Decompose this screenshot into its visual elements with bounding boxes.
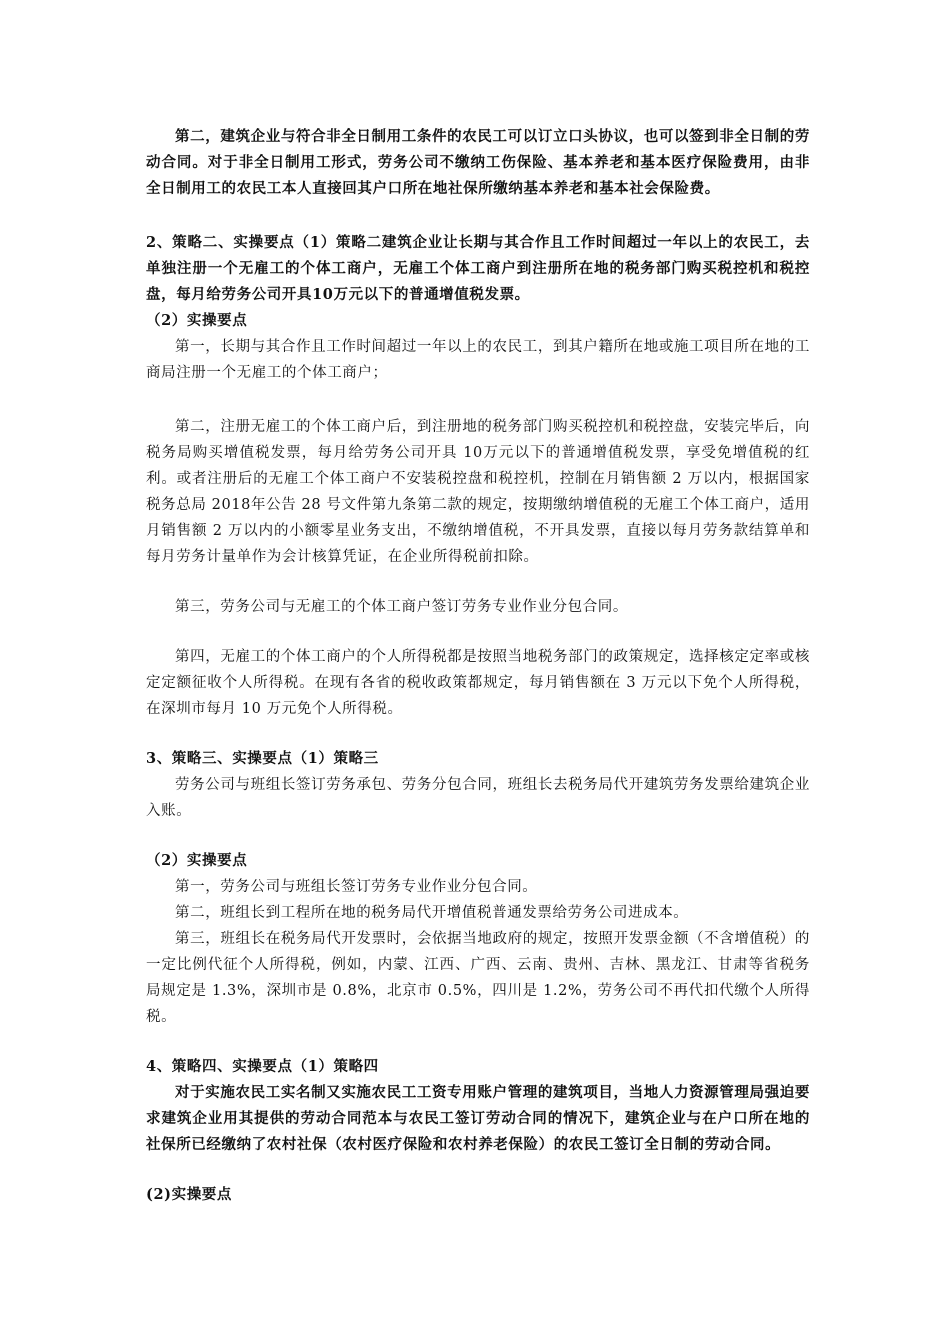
subheading-strategy4-key-points: (2)实操要点 — [146, 1186, 233, 1203]
subheading-strategy3-key-points: （2）实操要点 — [146, 852, 248, 869]
paragraph-strategy1-second: 第二，建筑企业与符合非全日制用工条件的农民工可以订立口头协议，也可以签到非全日制的劳动合同。对于非全日制用工形式，劳务公司不缴纳工伤保险、基本养老和基本医疗保险费用，由非全日制用工的农民工本人直接回其户口所在地社保所缴纳基本养老和基本社会保险费。 — [146, 128, 810, 197]
paragraph-strategy2-fourth: 第四，无雇工的个体工商户的个人所得税都是按照当地税务部门的政策规定，选择核定定率或核定定额征收个人所得税。在现有各省的税收政策都规定，每月销售额在 3 万元以下免个人所得税，在深圳市每月 10 万元免个人所得税。 — [146, 649, 810, 717]
paragraph-strategy2-second: 第二，注册无雇工的个体工商户后，到注册地的税务部门购买税控机和税控盘，安装完毕后，向税务局购买增值税发票，每月给劳务公司开具 10万元以下的普通增值税发票，享受免增值税的红利。或者注册后的无雇工个体工商户不安装税控盘和税控机，控制在月销售额 2 万以内，根据国家税务总局 2018年公告 28 号文件第九条第二款的规定，按期缴纳增值税的无雇工个体工商户，适用月销售额 2 万以内的小额零星业务支出，不缴纳增值税，不开具发票，直接以每月劳务款结算单和每月劳务计量单作为会计核算凭证，在企业所得税前扣除。 — [146, 419, 810, 565]
document-body — [146, 124, 810, 1208]
heading-strategy2: 2、策略二、实操要点（1）策略二建筑企业让长期与其合作且工作时间超过一年以上的农民工，去单独注册一个无雇工的个体工商户，无雇工个体工商户到注册所在地的税务部门购买税控机和税控盘，每月给劳务公司开具10万元以下的普通增值税发票。 — [146, 234, 810, 303]
heading-strategy4: 4、策略四、实操要点（1）策略四 — [146, 1058, 379, 1075]
paragraph-strategy2-third: 第三，劳务公司与无雇工的个体工商户签订劳务专业作业分包合同。 — [175, 599, 628, 615]
paragraph-strategy3-second: 第二，班组长到工程所在地的税务局代开增值税普通发票给劳务公司进成本。 — [175, 905, 689, 921]
subheading-strategy2-key-points: （2）实操要点 — [146, 312, 248, 329]
paragraph-strategy3-first: 第一，劳务公司与班组长签订劳务专业作业分包合同。 — [175, 879, 538, 895]
paragraph-strategy2-first: 第一，长期与其合作且工作时间超过一年以上的农民工，到其户籍所在地或施工项目所在地的工商局注册一个无雇工的个体工商户； — [146, 339, 810, 381]
heading-strategy3: 3、策略三、实操要点（1）策略三 — [146, 750, 379, 767]
paragraph-strategy4-intro: 对于实施农民工实名制又实施农民工工资专用账户管理的建筑项目，当地人力资源管理局强迫要求建筑企业用其提供的劳动合同范本与农民工签订劳动合同的情况下，建筑企业与在户口所在地的社保所已经缴纳了农村社保（农村医疗保险和农村养老保险）的农民工签订全日制的劳动合同。 — [146, 1084, 810, 1153]
paragraph-strategy3-third: 第三，班组长在税务局代开发票时，会依据当地政府的规定，按照开发票金额（不含增值税）的一定比例代征个人所得税，例如，内蒙、江西、广西、云南、贵州、吉林、黑龙江、甘肃等省税务局规定是 1.3%，深圳市是 0.8%，北京市 0.5%，四川是 1.2%，劳务公司不再代扣代缴个人所得税。 — [146, 931, 810, 1025]
paragraph-strategy3-intro: 劳务公司与班组长签订劳务承包、劳务分包合同，班组长去税务局代开建筑劳务发票给建筑企业入账。 — [146, 777, 810, 819]
